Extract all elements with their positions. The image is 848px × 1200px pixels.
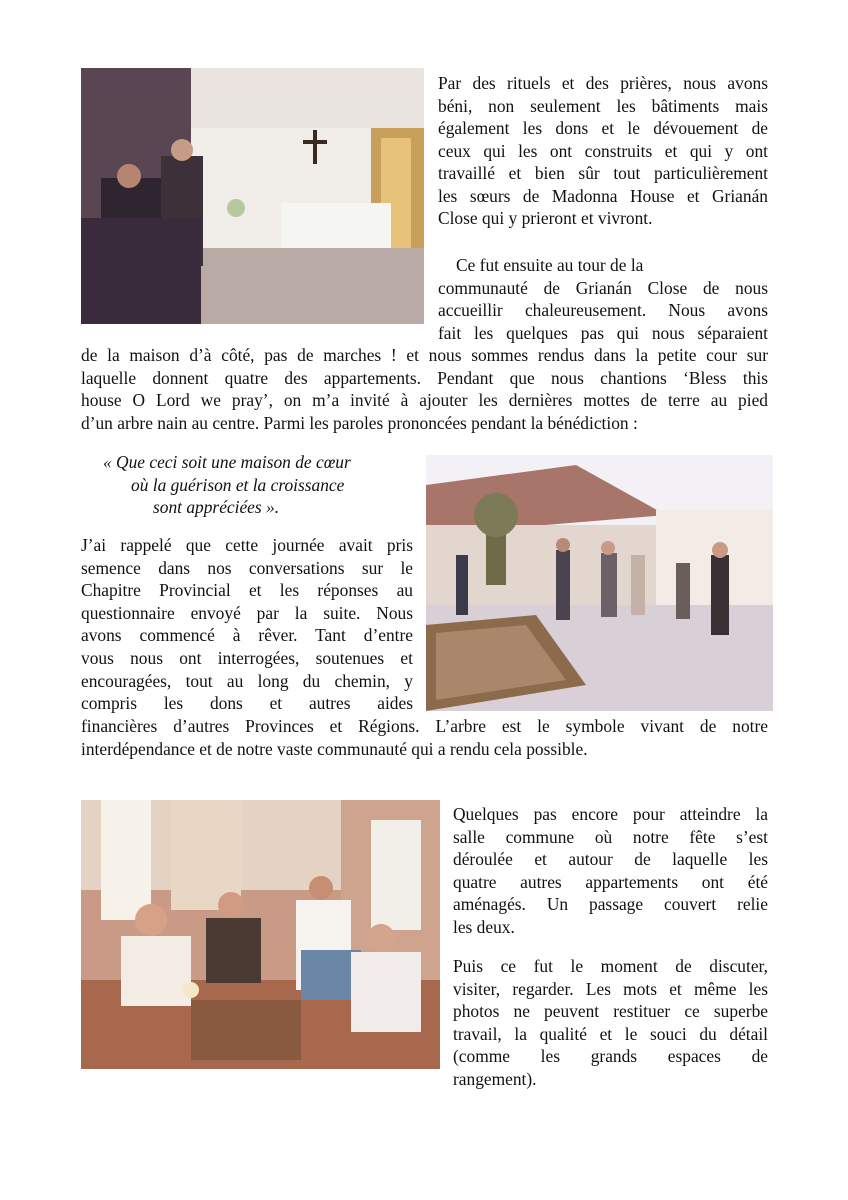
common-room-party-photo xyxy=(81,800,440,1069)
welcome-paragraph-continued: de la maison d’à côté, pas de marches ! et nous sommes rendus dans la petite cour sur laquelle donnent quatre des appartements. Pendant que nous chantions ‘Bless this house O Lord we pray’, on m’a invité à ajouter les dernières mottes de terre au pied xyxy=(81,345,768,411)
quote-line: « Que ceci soit une maison de cœur xyxy=(103,452,351,472)
intro-paragraph: Par des rituels et des prières, nous avons béni, non seulement les bâtiments mais également les dons et le dévouement de ceux qui les ont construits et qui y ont travaillé et bien sûr tout particulièrement les sœurs de Madonna House et Grianán xyxy=(438,73,768,206)
dream-paragraph-continued: financières d’autres Provinces et Régions. L’arbre est le symbole vivant de notre xyxy=(81,716,768,736)
welcome-paragraph-last-line: d’un arbre nain au centre. Parmi les paroles prononcées pendant la bénédiction : xyxy=(81,413,638,433)
visit-paragraph: Puis ce fut le moment de discuter, visiter, regarder. Les mots et même les photos ne peuvent restituer ce superbe travail, la qualité et le souci du détail (comme les grands espaces de xyxy=(453,956,768,1067)
courtyard-group-photo xyxy=(426,455,773,711)
dream-paragraph-last-line: interdépendance et de notre vaste communauté qui a rendu cela possible. xyxy=(81,739,588,759)
common-room-paragraph-last-line: les deux. xyxy=(453,917,515,937)
chapel-blessing-photo xyxy=(81,68,424,324)
intro-paragraph-last-line: Close qui y prieront et vivront. xyxy=(438,208,653,228)
welcome-paragraph: Ce fut ensuite au tour de la communauté de Grianán Close de nous accueillir chaleureusement. Nous avons fait les quelques pas qui nous séparaient xyxy=(438,255,768,343)
quote-line: sont appréciées ». xyxy=(153,497,280,518)
common-room-paragraph: Quelques pas encore pour atteindre la salle commune où notre fête s’est déroulée et autour de laquelle les quatre autres appartements ont été aménagés. Un passage couvert relie xyxy=(453,804,768,915)
visit-paragraph-last-line: rangement). xyxy=(453,1069,537,1089)
quote-line: où la guérison et la croissance xyxy=(131,474,345,495)
dream-paragraph: J’ai rappelé que cette journée avait pris semence dans nos conversations sur le Chapitre Provincial et les réponses au questionnaire envoyé par la suite. Nous avons commencé à rêver. Tant d’entre vous nous ont interrogées, soutenues et encouragées, tout au long du chemin, y compris les dons et autres aides xyxy=(81,535,413,714)
blessing-quote xyxy=(103,451,413,519)
